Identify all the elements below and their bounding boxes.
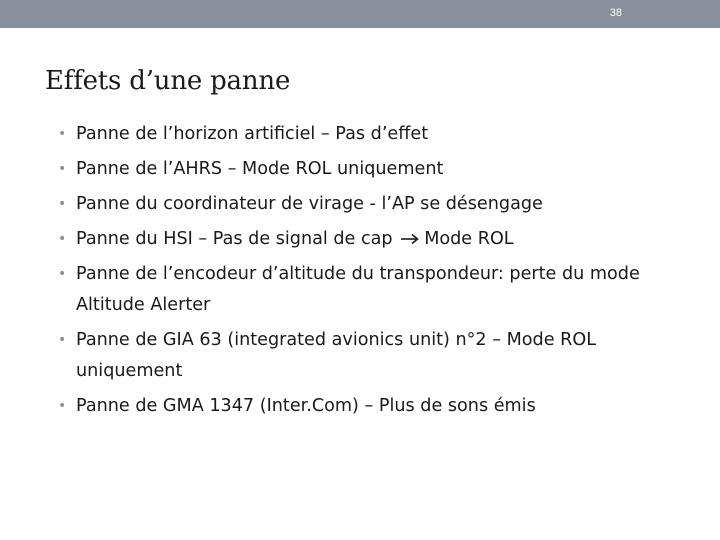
bullet-text-after: Mode ROL <box>424 229 514 249</box>
bullet-dot-icon: • <box>58 266 67 282</box>
bullet-item <box>58 325 678 387</box>
bullet-item <box>58 189 678 220</box>
bullet-text-before: Panne du HSI – Pas de signal de cap <box>76 229 393 249</box>
slide-title: Effets d’une panne <box>45 66 291 96</box>
bullet-dot-icon: • <box>58 161 67 177</box>
right-arrow-icon <box>400 233 420 245</box>
top-bar <box>0 0 720 28</box>
bullet-item <box>58 119 678 150</box>
bullet-text: Panne de GIA 63 (integrated avionics unit) n°2 – Mode ROL uniquement <box>76 330 597 381</box>
bullet-item <box>58 154 678 185</box>
bullet-item <box>58 391 678 422</box>
bullet-dot-icon: • <box>58 398 67 414</box>
bullet-text: Panne de l’AHRS – Mode ROL uniquement <box>76 159 444 179</box>
bullet-text: Panne de l’horizon artificiel – Pas d’effet <box>76 124 429 144</box>
bullet-dot-icon: • <box>58 332 67 348</box>
page-number: 38 <box>609 7 622 19</box>
bullet-dot-icon: • <box>58 126 67 142</box>
bullet-text: Panne de l’encodeur d’altitude du transpondeur: perte du mode Altitude Alerter <box>76 264 640 315</box>
bullet-dot-icon: • <box>58 196 67 212</box>
bullet-dot-icon: • <box>58 231 67 247</box>
bullet-item <box>58 224 678 255</box>
bullet-text: Panne de GMA 1347 (Inter.Com) – Plus de sons émis <box>76 396 536 416</box>
bullet-list <box>58 119 678 426</box>
bullet-text: Panne du coordinateur de virage - l’AP se désengage <box>76 194 543 214</box>
bullet-text <box>76 224 678 255</box>
bullet-item <box>58 259 678 321</box>
